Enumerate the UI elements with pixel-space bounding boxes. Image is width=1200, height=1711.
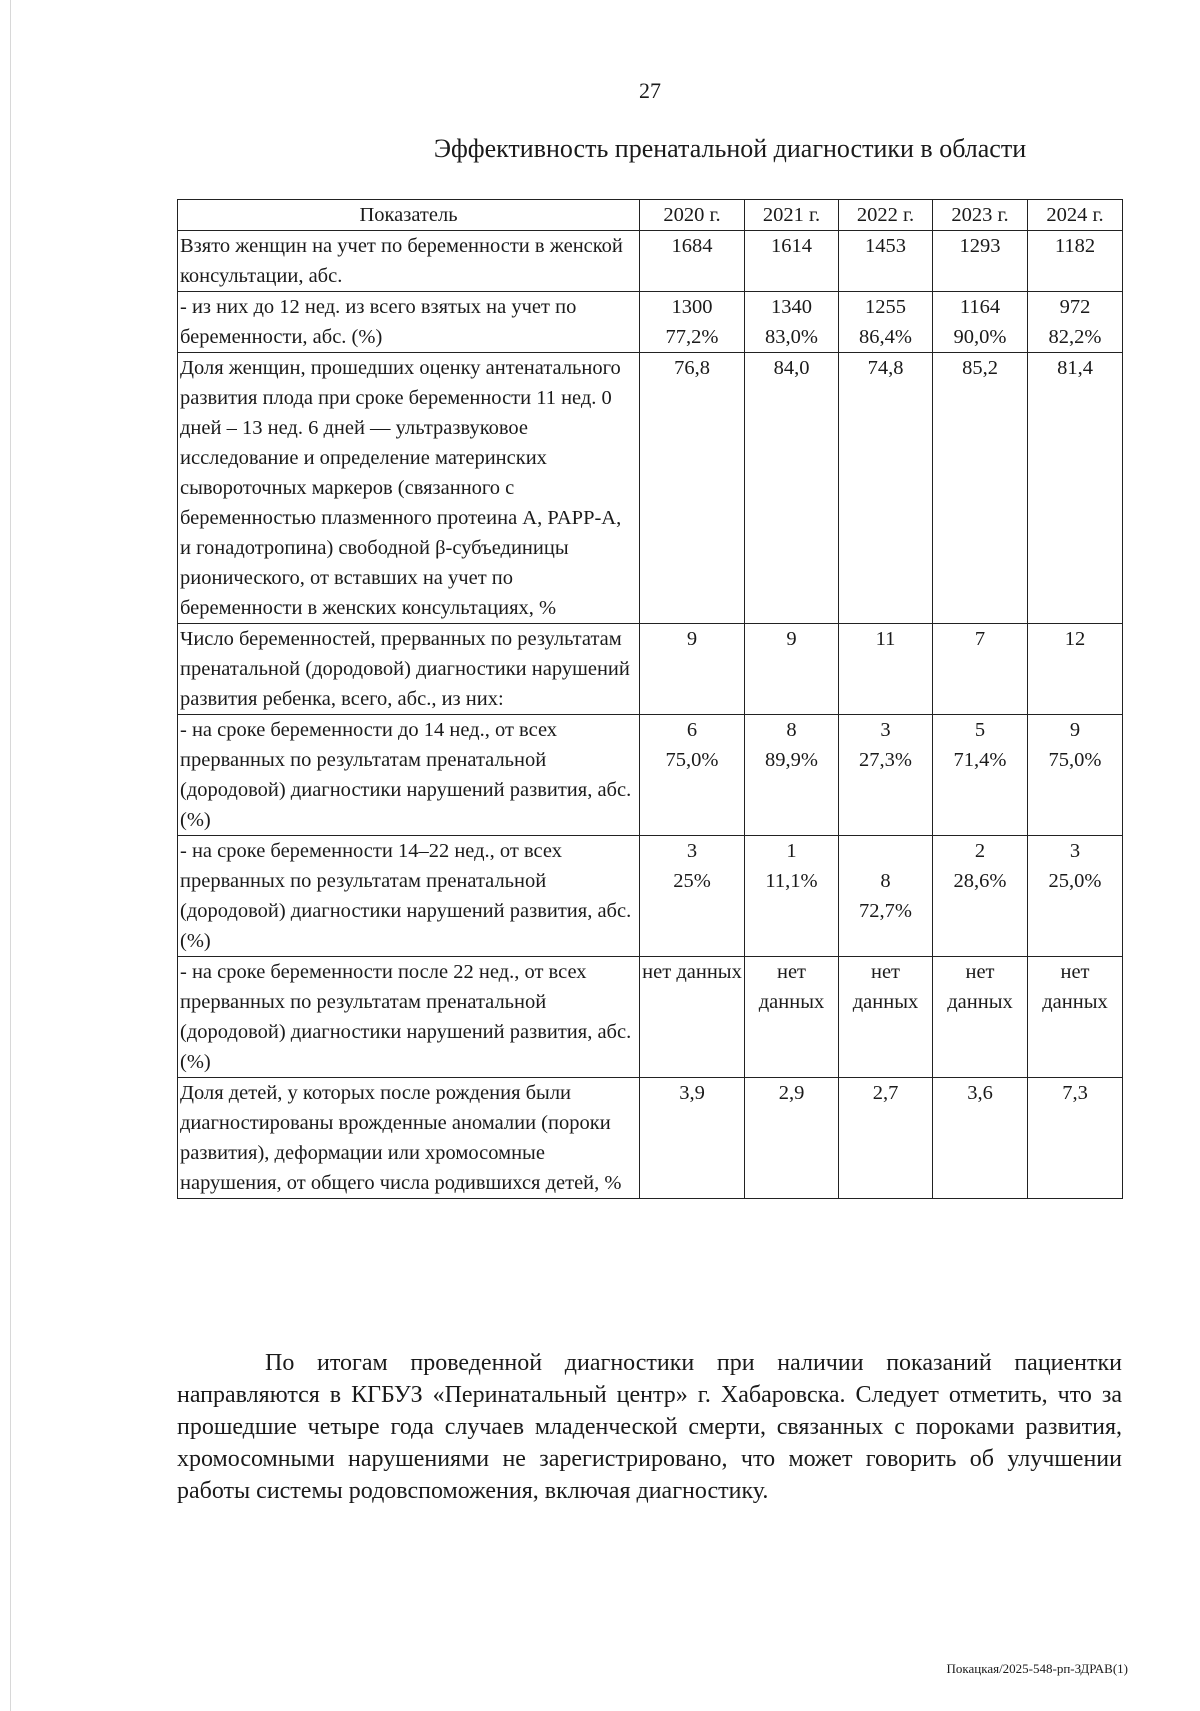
cell-pct: 11,1%	[765, 870, 818, 892]
column-header-2021: 2021 г.	[745, 200, 839, 231]
cell-abs: 5	[974, 719, 986, 741]
row-label: - из них до 12 нед. из всего взятых на учет по беременности, абс. (%)	[178, 292, 640, 353]
table-row	[178, 836, 1123, 957]
cell-value-2024: 81,4	[1028, 353, 1123, 624]
cell-value-2020: 3,9	[640, 1078, 745, 1199]
cell-value-2023: нет данных	[933, 957, 1028, 1078]
row-label: Число беременностей, прерванных по результатам пренатальной (дородовой) диагностики нарушений развития ребенка, всего, абс., из них:	[178, 624, 640, 715]
cell-abs: 3	[1069, 840, 1081, 862]
cell-value-2024: 1182	[1028, 231, 1123, 292]
cell-value-2022	[839, 715, 933, 836]
cell-value-2021: 2,9	[745, 1078, 839, 1199]
table-header-row	[178, 200, 1123, 231]
table-row	[178, 231, 1123, 292]
cell-pct: 77,2%	[665, 326, 719, 348]
cell-value-2023	[933, 292, 1028, 353]
table-row	[178, 1078, 1123, 1199]
cell-value-2021: 9	[745, 624, 839, 715]
cell-value-2024: 7,3	[1028, 1078, 1123, 1199]
cell-pct: 75,0%	[1048, 749, 1102, 771]
cell-abs: 6	[686, 719, 698, 741]
cell-value-2021: 1614	[745, 231, 839, 292]
cell-value-2024	[1028, 715, 1123, 836]
cell-value-2021	[745, 715, 839, 836]
cell-value-2023	[933, 836, 1028, 957]
cell-value-2023	[933, 715, 1028, 836]
cell-value-2020	[640, 292, 745, 353]
cell-pct: 86,4%	[859, 326, 912, 348]
table-row	[178, 624, 1123, 715]
row-label: Доля детей, у которых после рождения были диагностированы врожденные аномалии (пороки развития), деформации или хромосомные нарушения, от общего числа родившихся детей, %	[178, 1078, 640, 1199]
cell-pct: 28,6%	[953, 870, 1007, 892]
column-header-2022: 2022 г.	[839, 200, 933, 231]
cell-abs: 3	[686, 840, 698, 862]
prenatal-diagnostics-table	[177, 199, 1123, 1199]
cell-value-2020	[640, 715, 745, 836]
cell-abs: 8	[786, 719, 797, 741]
cell-pct: 71,4%	[953, 749, 1007, 771]
cell-pct: 83,0%	[765, 326, 818, 348]
cell-abs: 3	[880, 719, 891, 741]
column-header-2020: 2020 г.	[640, 200, 745, 231]
cell-value-2024	[1028, 836, 1123, 957]
cell-pct: 72,7%	[859, 900, 912, 922]
cell-value-2020: 76,8	[640, 353, 745, 624]
cell-value-2024: нет данных	[1028, 957, 1123, 1078]
cell-pct: 27,3%	[859, 749, 912, 771]
cell-value-2022: 74,8	[839, 353, 933, 624]
cell-abs: 1300	[671, 296, 713, 318]
cell-abs: 972	[1059, 296, 1091, 318]
body-paragraph: По итогам проведенной диагностики при наличии показаний пациентки направляются в КГБУЗ «Перинатальный центр» г. Хабаровска. Следует отметить, что за прошедшие четыре года случаев младенческой смерти, связанных с пороками развития, хромосомными нарушениями не зарегистрировано, что может говорить об улучшении работы системы родовспоможения, включая диагностику.	[177, 1350, 1122, 1504]
table-row	[178, 957, 1123, 1078]
cell-value-2022: 1453	[839, 231, 933, 292]
row-label: Доля женщин, прошедших оценку антенатального развития плода при сроке беременности 11 нед. 0 дней – 13 нед. 6 дней — ультразвуковое исследование и определение материнских сывороточных маркеров (связанного с беременностью плазменного протеина А, PAPP-A, и гонадотропина) свободной β-субъединицы рионического, от вставших на учет по беременности в женских консультациях, %	[178, 353, 640, 624]
row-label: - на сроке беременности до 14 нед., от всех прерванных по результатам пренатальной (дородовой) диагностики нарушений развития, абс. (%)	[178, 715, 640, 836]
cell-abs: 1	[786, 840, 797, 862]
page-number: 27	[639, 78, 661, 103]
cell-value-2021	[745, 836, 839, 957]
cell-value-2023: 85,2	[933, 353, 1028, 624]
document-title: Эффективность пренатальной диагностики в области	[433, 134, 1027, 163]
cell-value-2020	[640, 836, 745, 957]
cell-value-2022: 11	[839, 624, 933, 715]
column-header-2024: 2024 г.	[1028, 200, 1123, 231]
cell-value-2020: 1684	[640, 231, 745, 292]
cell-value-2022: 2,7	[839, 1078, 933, 1199]
column-header-indicator: Показатель	[178, 200, 640, 231]
table-row	[178, 715, 1123, 836]
table-row	[178, 353, 1123, 624]
cell-abs: 2	[974, 840, 986, 862]
cell-value-2024: 12	[1028, 624, 1123, 715]
cell-pct: 25%	[673, 870, 711, 892]
cell-pct: 89,9%	[765, 749, 818, 771]
table-row	[178, 292, 1123, 353]
cell-pct: 90,0%	[953, 326, 1007, 348]
scan-edge-line	[10, 0, 11, 1711]
cell-value-2023: 3,6	[933, 1078, 1028, 1199]
cell-abs: 1340	[771, 296, 812, 318]
cell-value-2023: 1293	[933, 231, 1028, 292]
row-label: - на сроке беременности 14–22 нед., от всех прерванных по результатам пренатальной (дородовой) диагностики нарушений развития, абс. (%)	[178, 836, 640, 957]
cell-pct: 75,0%	[665, 749, 719, 771]
cell-pct: 25,0%	[1048, 870, 1102, 892]
cell-abs: 9	[1069, 719, 1081, 741]
row-label: - на сроке беременности после 22 нед., от всех прерванных по результатам пренатальной (дородовой) диагностики нарушений развития, абс. (%)	[178, 957, 640, 1078]
cell-abs: 8	[880, 870, 891, 892]
cell-value-2020: нет данных	[640, 957, 745, 1078]
row-label: Взято женщин на учет по беременности в женской консультации, абс.	[178, 231, 640, 292]
cell-value-2021: нет данных	[745, 957, 839, 1078]
column-header-2023: 2023 г.	[933, 200, 1028, 231]
cell-value-2020: 9	[640, 624, 745, 715]
cell-value-2022: нет данных	[839, 957, 933, 1078]
document-reference-footer: Покацкая/2025-548-рп-ЗДРАВ(1)	[946, 1661, 1128, 1676]
cell-value-2022	[839, 836, 933, 957]
cell-pct: 82,2%	[1048, 326, 1102, 348]
cell-value-2024	[1028, 292, 1123, 353]
cell-value-2023: 7	[933, 624, 1028, 715]
cell-value-2022	[839, 292, 933, 353]
cell-abs: 1164	[959, 296, 1001, 318]
cell-value-2021: 84,0	[745, 353, 839, 624]
cell-abs: 1255	[865, 296, 906, 318]
cell-value-2021	[745, 292, 839, 353]
